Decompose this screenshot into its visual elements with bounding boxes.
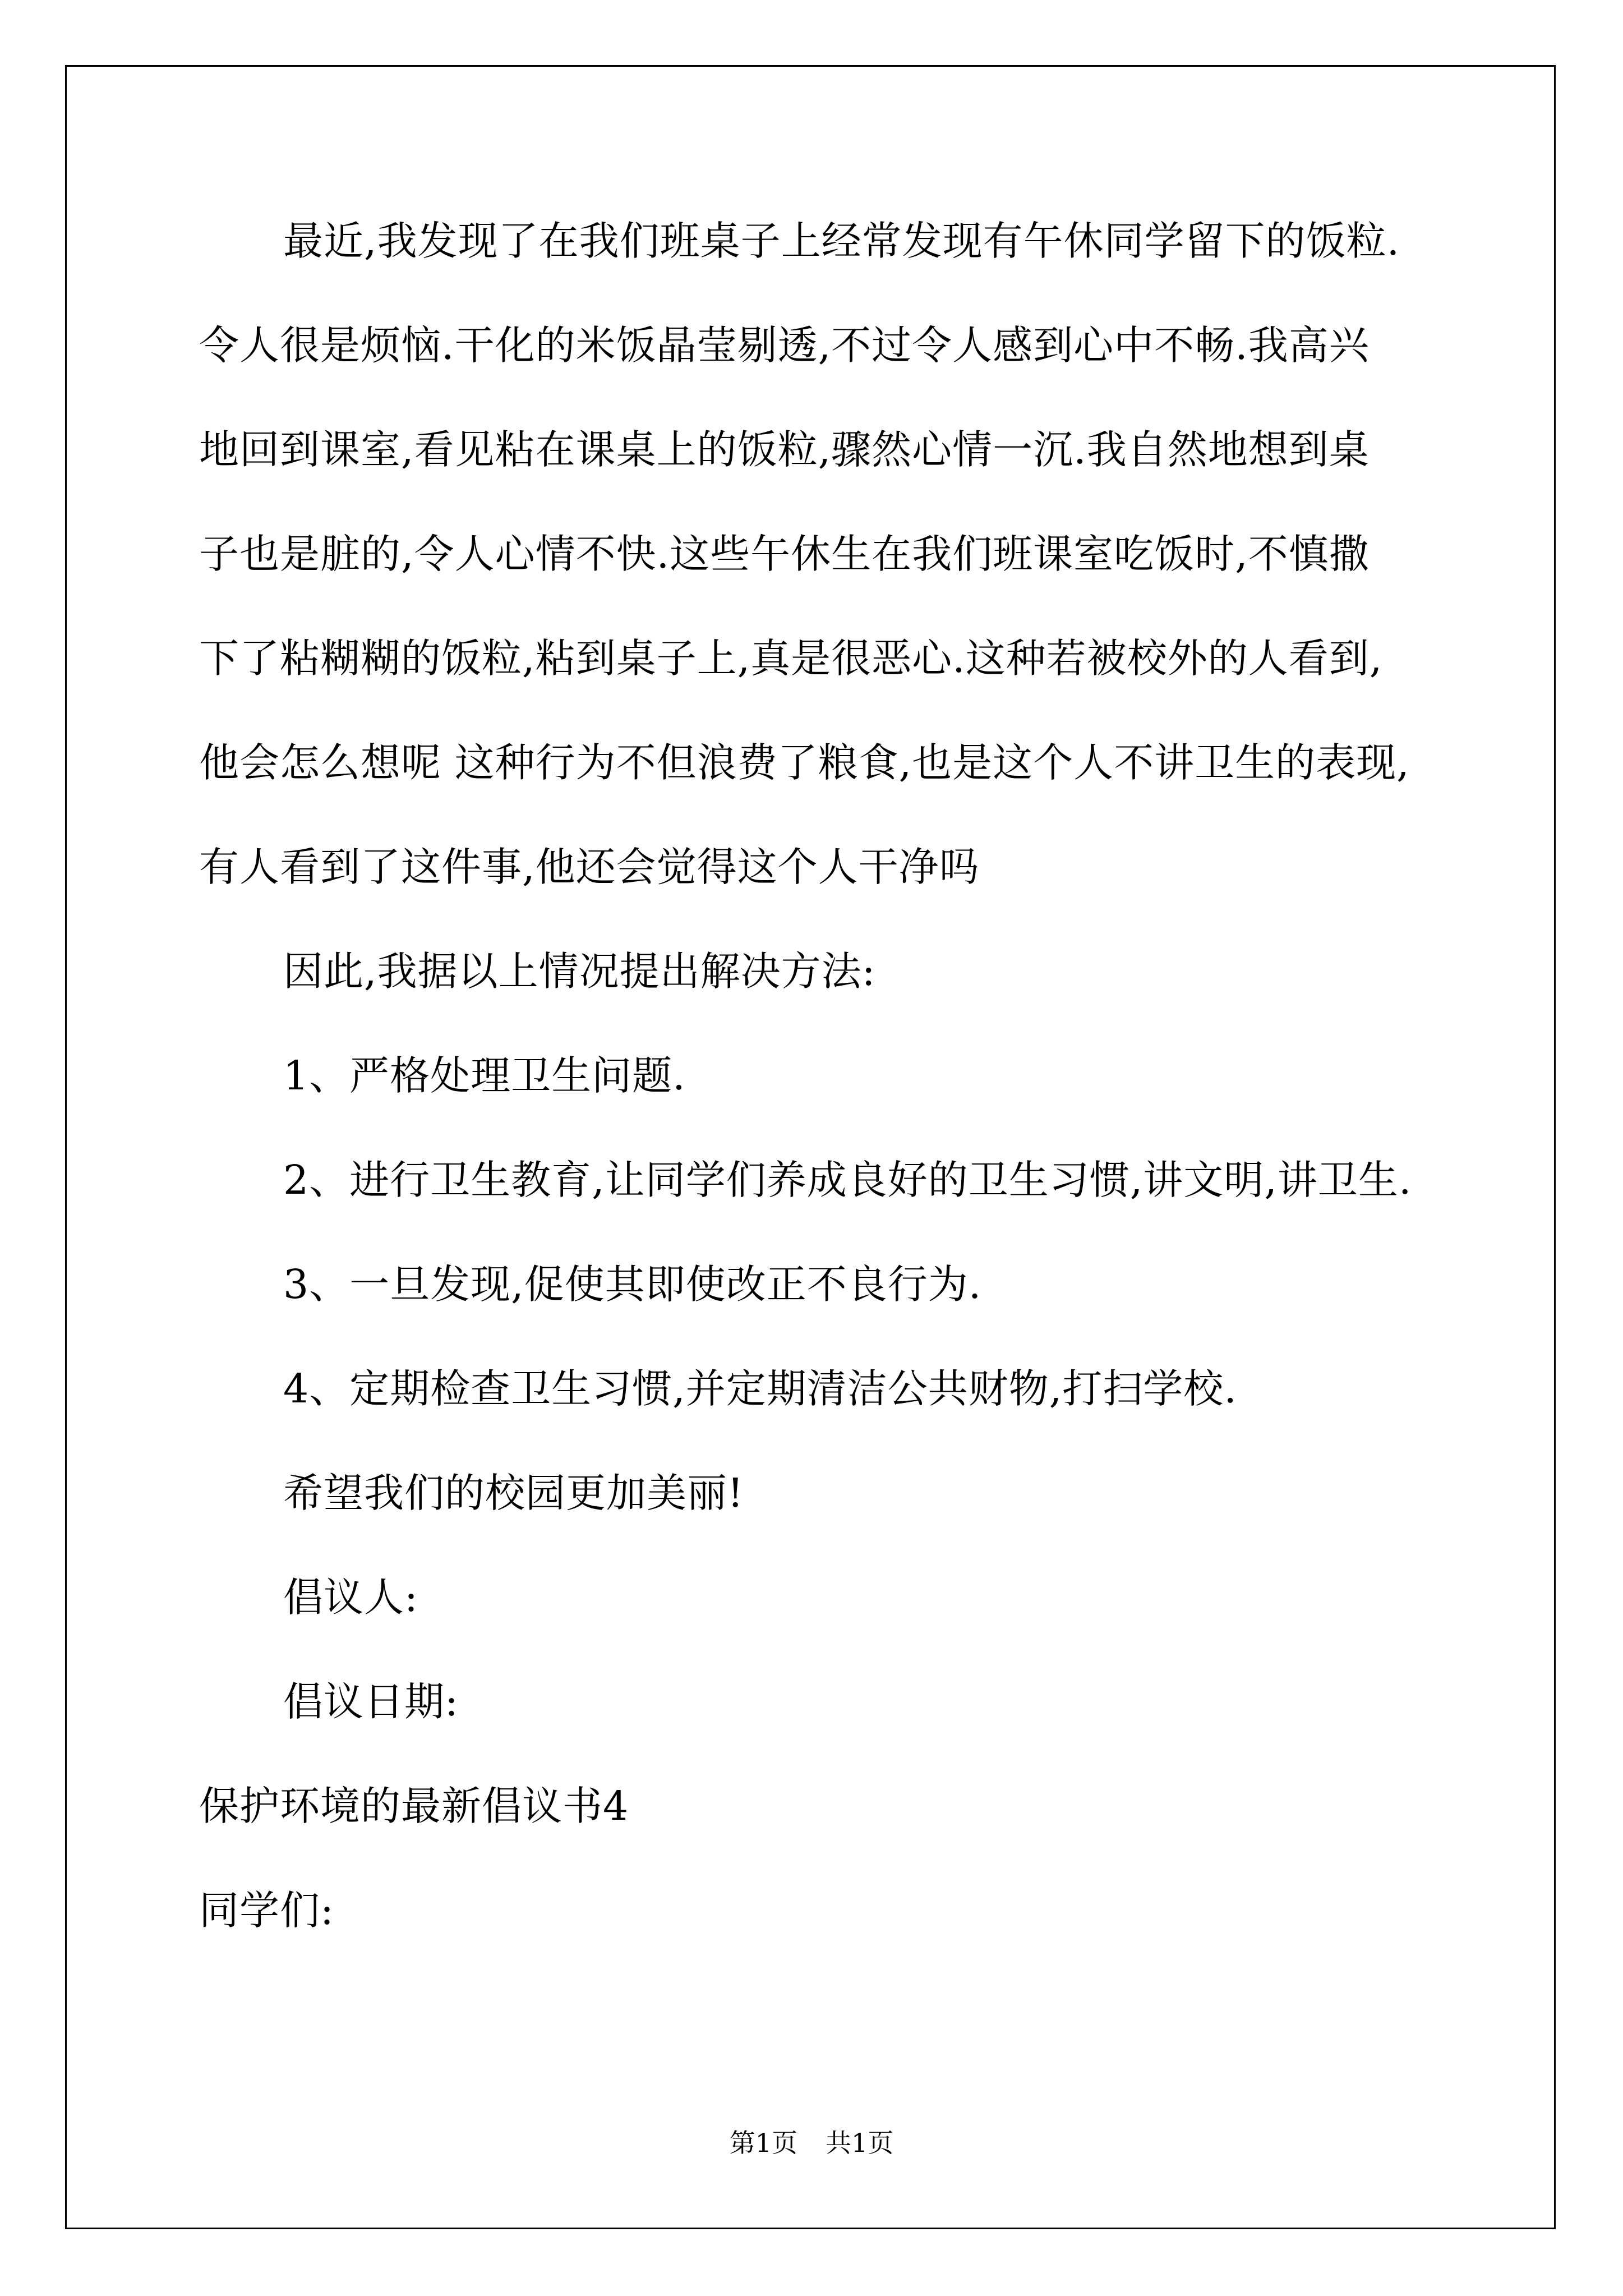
document-body <box>199 213 1450 1987</box>
paragraph-line: 有人看到了这件事,他还会觉得这个人干净吗 <box>199 844 980 890</box>
paragraph-line: 令人很是烦恼.干化的米饭晶莹剔透,不过令人感到心中不畅.我高兴 <box>199 322 1370 369</box>
date-label: 倡议日期: <box>283 1678 459 1725</box>
paragraph-line: 他会怎么想呢 这种行为不但浪费了粮食,也是这个人不讲卫生的表现, <box>199 739 1410 786</box>
paragraph-line: 最近,我发现了在我们班桌子上经常发现有午休同学留下的饭粒. <box>283 218 1400 264</box>
list-item: 3、一旦发现,促使其即使改正不良行为. <box>283 1261 982 1308</box>
list-item: 2、进行卫生教育,让同学们养成良好的卫生习惯,讲文明,讲卫生. <box>283 1157 1412 1203</box>
paragraph-line: 因此,我据以上情况提出解决方法: <box>283 948 876 995</box>
list-item: 4、定期检查卫生习惯,并定期清洁公共财物,打扫学校. <box>283 1365 1237 1412</box>
paragraph-line: 下了粘糊糊的饭粒,粘到桌子上,真是很恶心.这种若被校外的人看到, <box>199 635 1383 682</box>
page-footer <box>0 2126 1623 2160</box>
closing-line: 希望我们的校园更加美丽! <box>283 1470 744 1516</box>
salutation: 同学们: <box>199 1887 334 1934</box>
list-item: 1、严格处理卫生问题. <box>283 1052 686 1099</box>
section-title: 保护环境的最新倡议书4 <box>199 1783 629 1829</box>
page-number: 第1页 <box>729 2128 797 2158</box>
paragraph-line: 地回到课室,看见粘在课桌上的饭粒,骤然心情一沉.我自然地想到桌 <box>199 426 1370 473</box>
page-count: 共1页 <box>826 2128 894 2158</box>
signature-label: 倡议人: <box>283 1574 418 1621</box>
paragraph-line: 子也是脏的,令人心情不快.这些午休生在我们班课室吃饭时,不慎撒 <box>199 531 1370 577</box>
